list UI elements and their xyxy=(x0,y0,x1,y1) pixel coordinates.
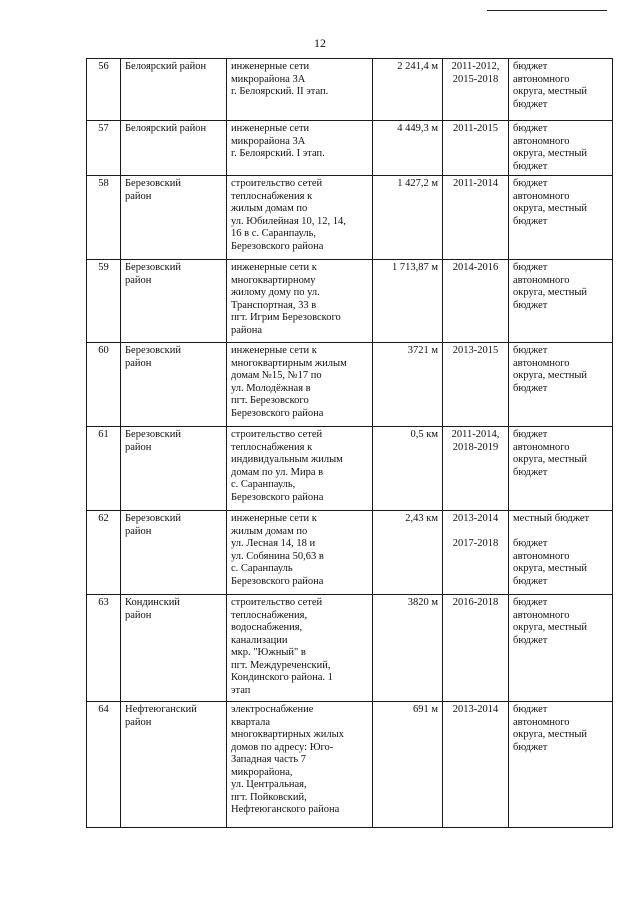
cell-line: электроснабжение xyxy=(231,704,314,715)
funding-source-cell xyxy=(509,702,613,828)
object-cell xyxy=(227,702,373,828)
cell-line: Березовский xyxy=(125,262,181,273)
object-cell xyxy=(227,121,373,176)
cell-line: Березовского района xyxy=(231,240,324,252)
cell-line: района xyxy=(231,324,263,336)
cell-line: 2013-2014 xyxy=(452,704,499,715)
district-cell xyxy=(121,343,227,427)
cell-line: индивидуальным жилым xyxy=(231,454,343,465)
cell-line: округа, местный xyxy=(513,148,588,159)
cell-line: автономного xyxy=(513,609,570,621)
cell-line: канализации xyxy=(231,634,288,646)
cell-line: с. Саранпауль, xyxy=(231,479,296,490)
table-row xyxy=(87,176,613,260)
table-row xyxy=(87,511,613,595)
cell-line: 2011-2012, xyxy=(451,61,500,72)
cell-line: многоквартирных жилых xyxy=(231,729,344,740)
period-cell xyxy=(443,595,509,702)
cell-line: инженерные сети к xyxy=(231,262,317,273)
funding-source-cell xyxy=(509,595,613,702)
object-cell xyxy=(227,427,373,511)
length-cell: 4 449,3 м xyxy=(373,121,443,176)
district-cell xyxy=(121,702,227,828)
funding-source-cell xyxy=(509,176,613,260)
cell-line: г. Белоярский. I этап. xyxy=(231,148,325,159)
cell-line: Нефтеюганский xyxy=(125,704,197,715)
cell-line: ул. Центральная, xyxy=(231,779,307,790)
cell-line: с. Саранпауль xyxy=(231,563,293,574)
cell-line: 2013-2015 xyxy=(452,345,499,356)
cell-line: бюджет xyxy=(513,538,548,549)
row-number-cell: 59 xyxy=(87,260,121,343)
cell-line: район xyxy=(125,609,152,621)
cell-line: автономного xyxy=(513,357,570,369)
row-number-cell: 58 xyxy=(87,176,121,260)
page-number: 12 xyxy=(314,36,326,50)
funding-source-cell xyxy=(509,121,613,176)
object-cell xyxy=(227,59,373,121)
cell-line: бюджет xyxy=(513,262,548,273)
table-row xyxy=(87,343,613,427)
row-number-cell: 57 xyxy=(87,121,121,176)
cell-line: район xyxy=(125,441,152,453)
object-cell xyxy=(227,511,373,595)
cell-line: бюджет xyxy=(513,61,548,72)
cell-line: домам по ул. Мира в xyxy=(231,466,324,478)
object-cell xyxy=(227,343,373,427)
cell-line: многоквартирному xyxy=(231,274,316,286)
cell-line: ул. Юбилейная 10, 12, 14, xyxy=(231,215,346,227)
table-row xyxy=(87,121,613,176)
cell-line: автономного xyxy=(513,135,570,147)
cell-line: бюджет xyxy=(513,597,548,608)
cell-line: бюджет xyxy=(513,382,548,394)
length-cell: 2,43 км xyxy=(373,511,443,595)
cell-line: Березовского района xyxy=(231,407,324,419)
cell-line: округа, местный xyxy=(513,203,588,214)
cell-line: округа, местный xyxy=(513,370,588,381)
table-row xyxy=(87,702,613,828)
cell-line: строительство сетей xyxy=(231,597,323,608)
cell-line: пгт. Междуреченский, xyxy=(231,659,331,671)
cell-line: 2018-2019 xyxy=(452,441,499,453)
cell-line: бюджет xyxy=(513,345,548,356)
row-number-cell: 63 xyxy=(87,595,121,702)
cell-line: Западная часть 7 xyxy=(231,754,306,765)
cell-line: бюджет xyxy=(513,704,548,715)
cell-line: ул. Молодёжная в xyxy=(231,382,311,394)
cell-line: инженерные сети к xyxy=(231,345,317,356)
district-cell xyxy=(121,260,227,343)
cell-line: 2013-2014 xyxy=(452,513,499,524)
cell-line: автономного xyxy=(513,550,570,562)
cell-line: 2016-2018 xyxy=(452,597,499,608)
district-cell xyxy=(121,121,227,176)
table-row xyxy=(87,59,613,121)
cell-line: 2015-2018 xyxy=(452,73,499,85)
cell-line: жилым домам по xyxy=(231,203,308,214)
object-cell xyxy=(227,260,373,343)
row-number-cell: 56 xyxy=(87,59,121,121)
cell-line: район xyxy=(125,716,152,728)
cell-line: квартала xyxy=(231,716,271,728)
cell-line: округа, местный xyxy=(513,622,588,633)
object-cell xyxy=(227,595,373,702)
cell-line: теплоснабжения, xyxy=(231,609,308,621)
cell-line: 2011-2014 xyxy=(452,178,499,189)
cell-line: округа, местный xyxy=(513,454,588,465)
cell-line: бюджет xyxy=(513,123,548,134)
cell-line: округа, местный xyxy=(513,86,588,97)
funding-source-cell xyxy=(509,511,613,595)
cell-line: автономного xyxy=(513,716,570,728)
cell-line: район xyxy=(125,274,152,286)
cell-line: теплоснабжения к xyxy=(231,441,313,453)
cell-line: Транспортная, 33 в xyxy=(231,299,317,311)
cell-line: этап xyxy=(231,684,251,696)
cell-line: Нефтеюганского района xyxy=(231,804,340,815)
row-number-cell: 64 xyxy=(87,702,121,828)
cell-line: 2017-2018 xyxy=(452,538,499,549)
length-cell: 691 м xyxy=(373,702,443,828)
cell-line: район xyxy=(125,357,152,369)
cell-line: район xyxy=(125,525,152,537)
cell-line: мкр. "Южный" в xyxy=(231,647,306,658)
cell-line: инженерные сети к xyxy=(231,513,317,524)
table-body xyxy=(87,59,613,828)
cell-line: жилым домам по xyxy=(231,525,308,537)
period-cell xyxy=(443,702,509,828)
cell-line: Кондинский xyxy=(125,597,180,608)
header-rule xyxy=(487,10,607,11)
cell-line: бюджет xyxy=(513,466,548,478)
period-cell xyxy=(443,59,509,121)
row-number-cell: 60 xyxy=(87,343,121,427)
cell-line: 16 в с. Саранпауль, xyxy=(231,228,316,239)
cell-line: 2011-2015 xyxy=(452,123,499,134)
row-number-cell: 61 xyxy=(87,427,121,511)
object-cell xyxy=(227,176,373,260)
cell-line: бюджет xyxy=(513,160,548,172)
funding-source-cell xyxy=(509,343,613,427)
cell-line: Кондинского района. 1 xyxy=(231,672,333,683)
district-cell xyxy=(121,595,227,702)
length-cell: 2 241,4 м xyxy=(373,59,443,121)
cell-line: микрорайона, xyxy=(231,766,293,778)
cell-line: жилому дому по ул. xyxy=(231,287,320,298)
cell-line: бюджет xyxy=(513,178,548,189)
period-cell xyxy=(443,260,509,343)
length-cell: 1 713,87 м xyxy=(373,260,443,343)
objects-table xyxy=(86,58,613,828)
district-cell xyxy=(121,427,227,511)
cell-line: Белоярский район xyxy=(125,61,207,72)
funding-source-cell xyxy=(509,59,613,121)
table-row xyxy=(87,595,613,702)
funding-source-cell xyxy=(509,427,613,511)
cell-line: Березовского района xyxy=(231,575,324,587)
cell-line: многоквартирным жилым xyxy=(231,357,347,369)
length-cell: 1 427,2 м xyxy=(373,176,443,260)
cell-line: район xyxy=(125,190,152,202)
cell-line: пгт. Березовского xyxy=(231,395,309,406)
cell-line xyxy=(513,526,608,539)
table-row xyxy=(87,260,613,343)
cell-line: домам №15, №17 по xyxy=(231,370,322,381)
cell-line: строительство сетей xyxy=(231,429,323,440)
cell-line: микрорайона 3А xyxy=(231,135,306,147)
cell-line: округа, местный xyxy=(513,563,588,574)
funding-source-cell xyxy=(509,260,613,343)
cell-line: бюджет xyxy=(513,575,548,587)
cell-line: Белоярский район xyxy=(125,123,207,134)
cell-line: микрорайона 3А xyxy=(231,73,306,85)
cell-line: теплоснабжения к xyxy=(231,190,313,202)
cell-line: пгт. Пойковский, xyxy=(231,791,307,803)
cell-line: Березовский xyxy=(125,513,181,524)
district-cell xyxy=(121,59,227,121)
cell-line: бюджет xyxy=(513,98,548,110)
cell-line: автономного xyxy=(513,73,570,85)
period-cell xyxy=(443,427,509,511)
cell-line: автономного xyxy=(513,274,570,286)
row-number-cell: 62 xyxy=(87,511,121,595)
cell-line: ул. Лесная 14, 18 и xyxy=(231,538,316,549)
cell-line: строительство сетей xyxy=(231,178,323,189)
cell-line: водоснабжения, xyxy=(231,622,303,633)
cell-line: бюджет xyxy=(513,299,548,311)
period-cell xyxy=(443,511,509,595)
cell-line: округа, местный xyxy=(513,729,588,740)
length-cell: 3820 м xyxy=(373,595,443,702)
length-cell: 3721 м xyxy=(373,343,443,427)
cell-line: Березовский xyxy=(125,345,181,356)
cell-line xyxy=(447,526,504,539)
cell-line: автономного xyxy=(513,190,570,202)
period-cell xyxy=(443,121,509,176)
cell-line: пгт. Игрим Березовского xyxy=(231,312,341,323)
cell-line: бюджет xyxy=(513,741,548,753)
cell-line: ул. Собянина 50,63 в xyxy=(231,550,324,562)
cell-line: бюджет xyxy=(513,634,548,646)
cell-line: местный бюджет xyxy=(513,513,590,524)
period-cell xyxy=(443,176,509,260)
cell-line: г. Белоярский. II этап. xyxy=(231,86,329,97)
period-cell xyxy=(443,343,509,427)
cell-line: 2011-2014, xyxy=(451,429,500,440)
cell-line: автономного xyxy=(513,441,570,453)
cell-line: Березовский xyxy=(125,429,181,440)
cell-line: округа, местный xyxy=(513,287,588,298)
cell-line: инженерные сети xyxy=(231,61,310,72)
cell-line: домов по адресу: Юго- xyxy=(231,741,334,753)
cell-line: бюджет xyxy=(513,215,548,227)
length-cell: 0,5 км xyxy=(373,427,443,511)
table-row xyxy=(87,427,613,511)
cell-line: бюджет xyxy=(513,429,548,440)
district-cell xyxy=(121,176,227,260)
cell-line: инженерные сети xyxy=(231,123,310,134)
cell-line: 2014-2016 xyxy=(452,262,499,273)
district-cell xyxy=(121,511,227,595)
cell-line: Березовского района xyxy=(231,491,324,503)
cell-line: Березовский xyxy=(125,178,181,189)
